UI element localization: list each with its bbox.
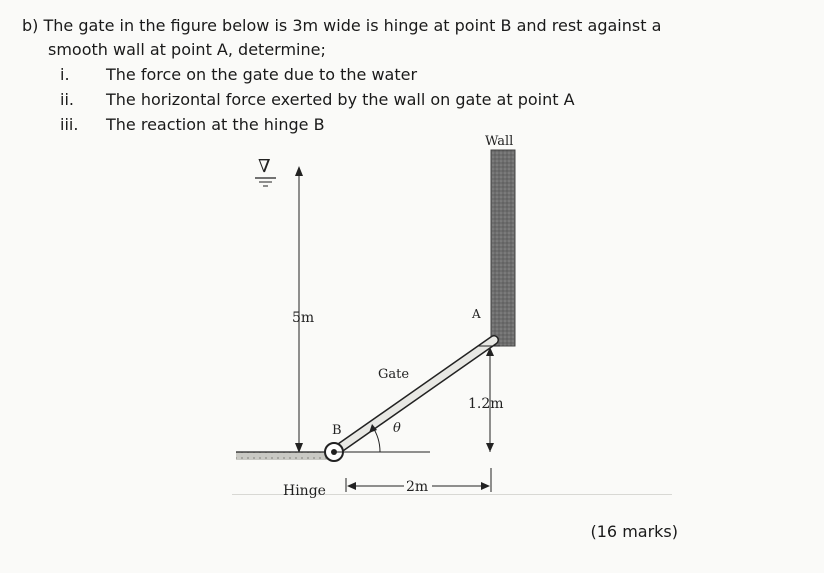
arrow-up-icon (295, 166, 303, 176)
water-surface-symbol: ∇ (258, 156, 271, 177)
wall-label: Wall (485, 134, 514, 149)
question-line-1: b) The gate in the figure below is 3m wide is hinge at point B and rest against a (22, 16, 662, 35)
height-label: 1.2m (468, 396, 504, 412)
item-text: The reaction at the hinge B (106, 115, 325, 134)
item-number: i. (60, 65, 70, 84)
depth-label: 5m (292, 310, 315, 326)
question-line-2: smooth wall at point A, determine; (48, 40, 326, 59)
item-number: ii. (60, 90, 74, 109)
arrow-down-icon (486, 443, 494, 452)
item-number: iii. (60, 115, 79, 134)
point-b-label: B (332, 423, 342, 438)
gate-label: Gate (378, 367, 410, 382)
width-label: 2m (406, 479, 429, 495)
point-a-label: A (472, 307, 481, 321)
arrow-right-icon (481, 482, 490, 490)
item-text: The horizontal force exerted by the wall on gate at point A (106, 90, 575, 109)
wall (491, 150, 515, 346)
arrow-left-icon (347, 482, 356, 490)
item-text: The force on the gate due to the water (106, 65, 418, 84)
marks-label: (16 marks) (590, 522, 678, 541)
angle-label: θ (393, 421, 401, 436)
hinge-label: Hinge (283, 483, 326, 499)
